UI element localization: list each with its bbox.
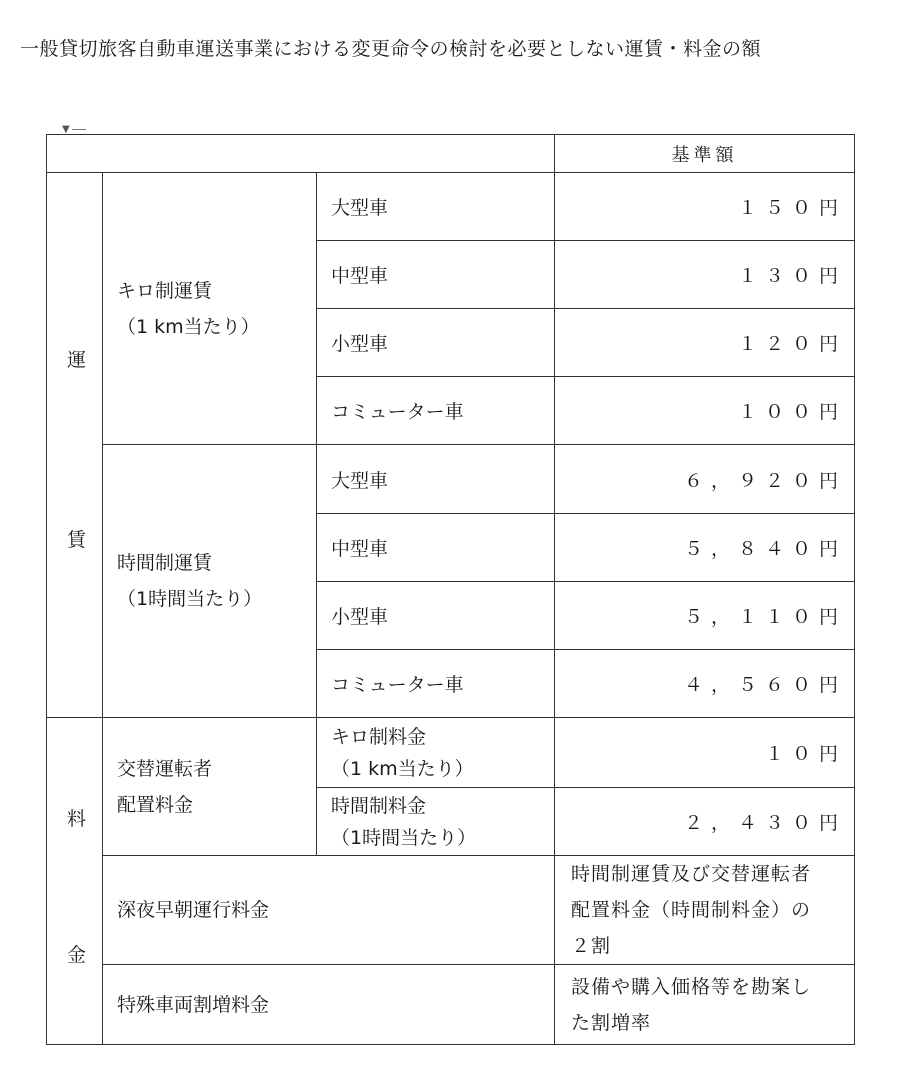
relief-driver-label-2: 配置料金	[117, 793, 194, 816]
vehicle-type: コミューター車	[317, 650, 555, 718]
amount-cell: １３０円	[555, 241, 855, 309]
vehicle-type: コミューター車	[317, 377, 555, 445]
km-fare-label-cell	[103, 173, 317, 445]
fee-category-cell	[47, 718, 103, 1045]
fee-category-char-2: 金	[67, 944, 87, 966]
table-header-row	[47, 135, 855, 173]
table-row	[47, 718, 855, 788]
fare-category-char-2: 賃	[67, 529, 87, 551]
relief-driver-label-1: 交替運転者	[117, 757, 213, 780]
table-row	[47, 173, 855, 241]
table-row	[47, 856, 855, 965]
amount-cell: ５，１１０円	[555, 582, 855, 650]
page-title: 一般貸切旅客自動車運送事業における変更命令の検討を必要としない運賃・料金の額	[20, 38, 762, 60]
late-night-label: 深夜早朝運行料金	[103, 856, 555, 965]
vehicle-type: 中型車	[317, 514, 555, 582]
table-row	[47, 965, 855, 1045]
special-vehicle-note-cell: 設備や購入価格等を勘案し た割増率	[555, 965, 855, 1045]
header-blank-cell	[47, 135, 555, 173]
amount-cell: ６，９２０円	[555, 445, 855, 514]
vehicle-type: 中型車	[317, 241, 555, 309]
table-row	[47, 445, 855, 514]
amount-cell: １０円	[555, 718, 855, 788]
amount-cell: １００円	[555, 377, 855, 445]
amount-cell: １２０円	[555, 309, 855, 377]
time-fare-unit: （1時間当たり）	[117, 588, 263, 610]
vehicle-type: 小型車	[317, 582, 555, 650]
fee-type-cell: 時間制料金 （1時間当たり）	[317, 788, 555, 856]
special-vehicle-label: 特殊車両割増料金	[103, 965, 555, 1045]
late-night-note-cell: 時間制運賃及び交替運転者 配置料金（時間制料金）の ２割	[555, 856, 855, 965]
km-fare-label: キロ制運賃	[117, 279, 213, 302]
fare-category-char-1: 運	[67, 349, 87, 371]
fee-type-cell: キロ制料金 （1 km当たり）	[317, 718, 555, 788]
vehicle-type: 大型車	[317, 173, 555, 241]
time-fare-label: 時間制運賃	[117, 552, 213, 574]
amount-cell: ５，８４０円	[555, 514, 855, 582]
km-fare-unit: （1 km当たり）	[117, 315, 260, 338]
relief-driver-label-cell	[103, 718, 317, 856]
amount-cell: ４，５６０円	[555, 650, 855, 718]
amount-cell: １５０円	[555, 173, 855, 241]
time-fare-label-cell	[103, 445, 317, 718]
column-marker: ▼	[62, 124, 86, 135]
fee-category-char-1: 料	[67, 808, 87, 830]
fare-table	[46, 134, 855, 1045]
vehicle-type: 大型車	[317, 445, 555, 514]
vehicle-type: 小型車	[317, 309, 555, 377]
header-amount: 基準額	[555, 135, 855, 173]
amount-cell: ２，４３０円	[555, 788, 855, 856]
fare-category-cell	[47, 173, 103, 718]
